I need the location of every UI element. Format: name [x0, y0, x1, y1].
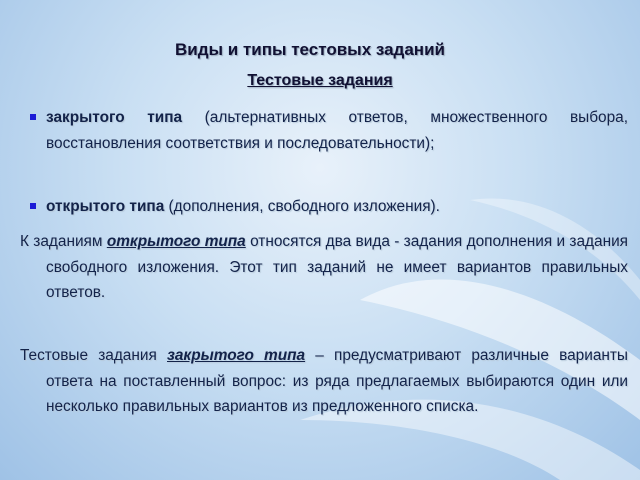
bullet-closed-text: (альтернативных ответов, множественного выбора, восстановления соответствия и последовательности); [46, 109, 628, 152]
slide-subtitle [0, 72, 640, 90]
bullet-open-text: (дополнения, свободного изложения). [164, 198, 440, 215]
slide-subtitle-text: Тестовые задания [247, 72, 393, 89]
paragraph-closed-type [20, 343, 628, 420]
paragraph-open-emph: открытого типа [106, 233, 246, 250]
square-bullet-icon [30, 203, 36, 209]
paragraph-open-pre: К заданиям [20, 233, 107, 250]
paragraph-closed-post: – предусматривают различные варианты ответа на поставленный вопрос: из ряда предлагаемых выбираются один или несколько правильных вариантов из предложенного списка. [46, 347, 628, 415]
paragraph-closed-emph: закрытого типа [167, 347, 306, 364]
bullet-open-bold: открытого типа [46, 198, 165, 215]
bullet-closed-type [20, 105, 628, 156]
bullet-open-type [20, 194, 628, 220]
square-bullet-icon [30, 114, 36, 120]
paragraph-open-post: относятся два вида - задания дополнения и задания свободного изложения. Этот тип заданий не имеет вариантов правильных ответов. [46, 233, 629, 301]
bullet-closed-bold: закрытого типа [46, 109, 183, 126]
slide-title: Виды и типы тестовых заданий [175, 40, 445, 59]
paragraph-open-type [20, 229, 628, 306]
paragraph-closed-pre: Тестовые задания [20, 347, 167, 364]
